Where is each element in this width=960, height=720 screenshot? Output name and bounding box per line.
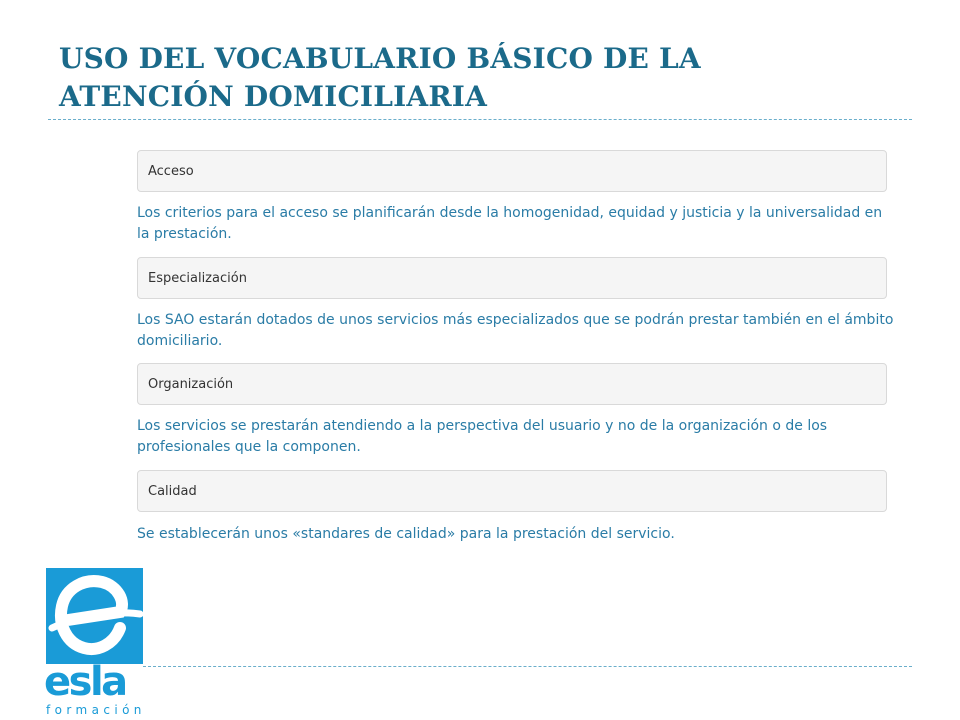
slide-title-line-1: USO DEL VOCABULARIO BÁSICO DE LA <box>59 42 701 75</box>
panel-description-calidad: Se establecerán unos «standares de calidad» para la prestación del servicio. <box>137 526 675 542</box>
slide-title <box>59 40 939 116</box>
slide-title-line-2: ATENCIÓN DOMICILIARIA <box>59 80 488 113</box>
top-divider <box>48 119 912 120</box>
panel-heading-organizacion <box>137 363 887 405</box>
panel-heading-label: Calidad <box>148 483 197 499</box>
panel-heading-label: Organización <box>148 376 234 392</box>
panel-heading-label: Especialización <box>148 270 247 286</box>
esla-formacion-logo <box>44 568 146 720</box>
bottom-divider <box>143 666 912 667</box>
e-logo-icon <box>46 568 143 664</box>
logo-wordmark: esla <box>44 659 126 705</box>
panel-description-acceso: Los criterios para el acceso se planificarán desde la homogenidad, equidad y justicia y la universalidad en la prestación. <box>137 205 883 242</box>
panel-heading-label: Acceso <box>148 163 194 179</box>
logo-subtitle: formación <box>46 703 146 717</box>
panel-heading-calidad <box>137 470 887 512</box>
panel-description-especializacion: Los SAO estarán dotados de unos servicios más especializados que se podrán prestar también en el ámbito domiciliario. <box>137 312 894 349</box>
e-logo-icon-glyph <box>46 568 143 664</box>
panel-description-organizacion: Los servicios se prestarán atendiendo a la perspectiva del usuario y no de la organización o de los profesionales que la componen. <box>137 418 828 455</box>
panel-heading-especializacion <box>137 257 887 299</box>
panel-heading-acceso <box>137 150 887 192</box>
